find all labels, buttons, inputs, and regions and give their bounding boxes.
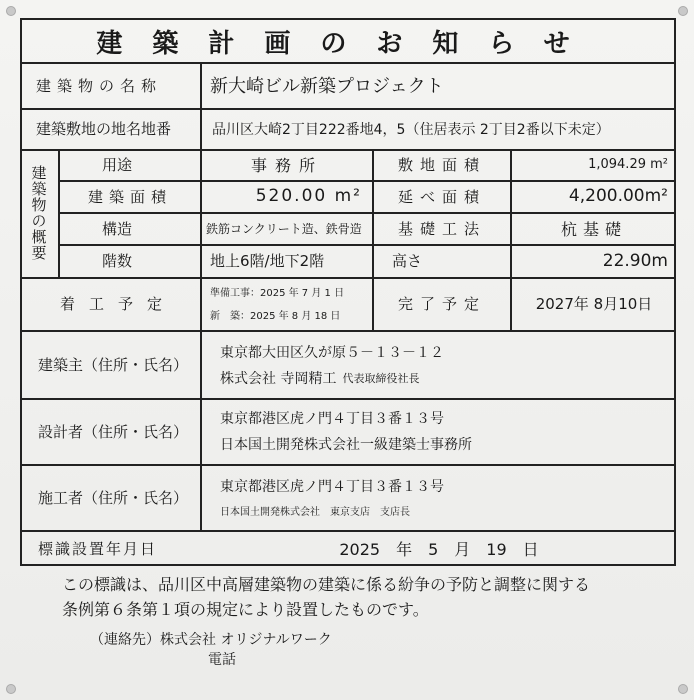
designer-name: 日本国土開発株式会社一級建築士事務所 bbox=[220, 437, 472, 453]
use-value: 事務所 bbox=[250, 156, 323, 175]
start-new-value: 新 築：2025 年 8 月 18 日 bbox=[210, 310, 341, 322]
builder-label: 施工者（住所・氏名） bbox=[38, 488, 189, 507]
floor-area-value: 4,200.00m² bbox=[568, 186, 668, 206]
contact-line-1: （連絡先）株式会社 オリジナルワーク bbox=[90, 632, 332, 648]
site-address-value: 品川区大崎2丁目222番地4，5（住居表示 2丁目2番以下未定） bbox=[212, 121, 610, 138]
site-area-value: 1,094.29 m² bbox=[588, 157, 668, 172]
notice-line-1: この標識は、品川区中高層建築物の建築に係る紛争の予防と調整に関する bbox=[62, 575, 591, 594]
designer-label: 設計者（住所・氏名） bbox=[38, 422, 189, 441]
contact-info bbox=[90, 630, 332, 670]
site-address-label: 建築敷地の地名地番 bbox=[36, 120, 172, 138]
building-name-label: 建築物の名称 bbox=[36, 76, 163, 95]
contact-line-2: 電話 bbox=[208, 652, 236, 668]
use-label: 用途 bbox=[102, 156, 133, 174]
floors-label: 階数 bbox=[102, 252, 133, 270]
owner-address: 東京都大田区久が原５－１３－１２ bbox=[220, 345, 444, 361]
builder-name: 日本国土開発株式会社 東京支店 支店長 bbox=[220, 506, 410, 518]
height-label: 高さ bbox=[392, 252, 423, 270]
start-label: 着工予定 bbox=[59, 295, 176, 313]
foundation-value: 杭基礎 bbox=[560, 219, 627, 239]
posted-value: 2025 年 5 月 19 日 bbox=[339, 539, 539, 559]
building-area-value: 520.00 m² bbox=[255, 186, 362, 206]
height-value: 22.90m bbox=[602, 250, 668, 271]
notice-text bbox=[62, 572, 590, 622]
screw-icon bbox=[678, 684, 688, 694]
overview-side-label: 建築物の概要 bbox=[29, 165, 48, 261]
builder-address: 東京都港区虎ノ門４丁目３番１３号 bbox=[220, 479, 444, 495]
end-label: 完了予定 bbox=[397, 295, 486, 313]
floor-area-label: 延べ面積 bbox=[397, 187, 486, 206]
owner-name: 株式会社 寺岡精工 bbox=[220, 371, 337, 387]
building-area-label: 建築面積 bbox=[87, 187, 172, 206]
page-title: 建築計画のお知らせ bbox=[96, 28, 600, 59]
end-value: 2027年 8月10日 bbox=[535, 295, 653, 313]
screw-icon bbox=[678, 6, 688, 16]
foundation-label: 基礎工法 bbox=[397, 219, 486, 238]
owner-title: 代表取締役社長 bbox=[342, 372, 420, 385]
floors-value: 地上6階/地下2階 bbox=[210, 252, 325, 270]
posted-label: 標識設置年月日 bbox=[38, 539, 158, 558]
owner-label: 建築主（住所・氏名） bbox=[38, 355, 189, 374]
site-area-label: 敷地面積 bbox=[397, 156, 486, 174]
notice-line-2: 条例第６条第１項の規定により設置したものです。 bbox=[62, 600, 429, 619]
structure-value: 鉄筋コンクリート造、鉄骨造 bbox=[206, 221, 362, 236]
start-prep-value: 準備工事：2025 年 7 月 1 日 bbox=[210, 287, 345, 299]
building-name-value: 新大崎ビル新築プロジェクト bbox=[210, 76, 444, 97]
structure-label: 構造 bbox=[102, 219, 133, 238]
screw-icon bbox=[6, 684, 16, 694]
designer-address: 東京都港区虎ノ門４丁目３番１３号 bbox=[220, 411, 444, 427]
screw-icon bbox=[6, 6, 16, 16]
